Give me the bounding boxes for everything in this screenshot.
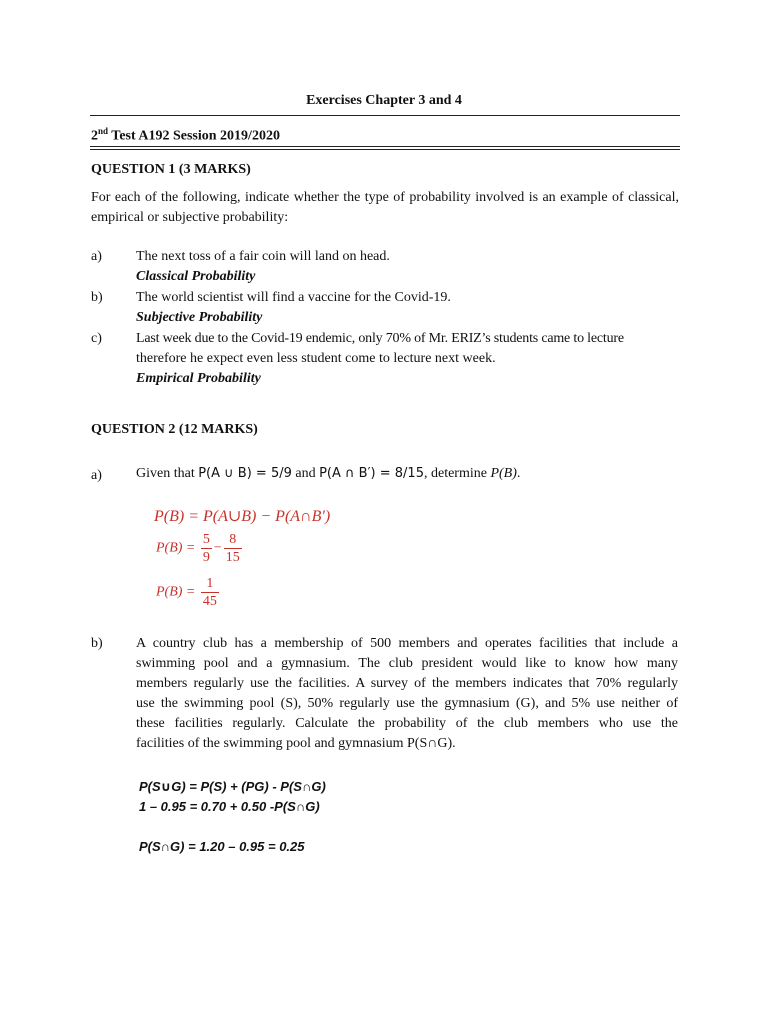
header-rule-top: [90, 115, 680, 116]
q2b-paragraph: [136, 634, 678, 754]
page-title: Exercises Chapter 3 and 4: [306, 93, 462, 108]
q2a-given-label: Given that: [136, 466, 199, 481]
q1-item-b-marker: b): [91, 290, 103, 305]
q1-intro: For each of the following, indicate whether the type of probability involved is an example of classical, empirical or subjective probability:: [91, 190, 679, 225]
q2a-question: [136, 464, 520, 484]
q1-item-c-marker: c): [91, 331, 102, 346]
header-rule-double-2: [90, 149, 680, 150]
test-ordinal: nd: [98, 126, 109, 136]
fraction-numerator: 5: [202, 532, 210, 547]
q2a-expr-union: P(A ∪ B) = 5/9: [198, 466, 292, 481]
q2a-marker: a): [91, 468, 102, 483]
q1-item-c-answer: Empirical Probability: [136, 371, 261, 386]
q1-item-c-text-line1: Last week due to the Covid-19 endemic, only 70% of Mr. ERIZ’s students came to lecture: [136, 331, 624, 346]
q1-heading: QUESTION 1 (3 MARKS): [91, 162, 251, 177]
q2a-solution-lhs: P(B) =: [156, 540, 196, 556]
q2b-marker: b): [91, 636, 103, 651]
q2a-solution-line1: P(B) = P(A∪B) − P(A∩B′): [154, 508, 331, 525]
q2a-expr-intersection: P(A ∩ B′) = 8/15: [319, 466, 424, 481]
fraction-numerator: 8: [224, 531, 242, 549]
q1-item-b-answer: Subjective Probability: [136, 310, 263, 325]
q2b-calc-line2: 1 – 0.95 = 0.70 + 0.50 -P(S∩G): [139, 799, 320, 814]
fraction-denominator: 9: [202, 550, 210, 565]
q2b-line: swimming pool and a gymnasium. The club president would like to know how many: [136, 656, 678, 671]
test-session-label: Test A192 Session 2019/2020: [108, 128, 280, 144]
test-session: [91, 126, 280, 145]
q2b-calc-line3: P(S∩G) = 1.20 – 0.95 = 0.25: [139, 839, 305, 854]
q2a-solution-line3: [156, 575, 221, 610]
q2a-determine: , determine: [423, 466, 491, 481]
fraction-denominator: 45: [202, 594, 217, 609]
q1-item-b-text: The world scientist will find a vaccine for the Covid-19.: [136, 290, 451, 305]
q2b-line: A country club has a membership of 500 members and operates facilities that include a: [136, 636, 678, 651]
q2b-line: use the swimming pool (S), 50% regularly use the gymnasium (G), and 5% use neither of: [136, 696, 678, 711]
fraction-5-9: [201, 531, 212, 566]
q2a-solution-lhs: P(B) =: [156, 584, 196, 600]
test-number: 2: [91, 128, 98, 144]
q2a-end: .: [516, 466, 521, 481]
q1-item-a-answer: Classical Probability: [136, 269, 256, 284]
q1-item-a-text: The next toss of a fair coin will land on head.: [136, 249, 390, 264]
q2a-target: P(B): [490, 466, 517, 481]
header-rule-double-1: [90, 146, 680, 147]
q2a-and: and: [291, 466, 320, 481]
fraction-numerator: 1: [201, 575, 219, 593]
q2-heading: QUESTION 2 (12 MARKS): [91, 422, 258, 437]
minus-sign: −: [213, 540, 222, 556]
fraction-denominator: 15: [225, 550, 240, 565]
q2a-solution-line2: [156, 531, 244, 566]
q2b-line: facilities of the swimming pool and gymnasium P(S∩G).: [136, 736, 456, 751]
q2b-line: members regularly use the facilities. A survey of the members indicates that 70% regularly: [136, 676, 678, 691]
fraction-8-15: [224, 531, 242, 566]
fraction-1-45: [201, 575, 219, 610]
q1-item-c-text-line2: therefore he expect even less student come to lecture next week.: [136, 351, 496, 366]
q2b-line: these facilities regularly. Calculate the probability of the club members who use the: [136, 716, 678, 731]
q1-item-a-marker: a): [91, 249, 102, 264]
q2b-calc-line1: P(S∪G) = P(S) + (PG) - P(S∩G): [139, 779, 326, 794]
